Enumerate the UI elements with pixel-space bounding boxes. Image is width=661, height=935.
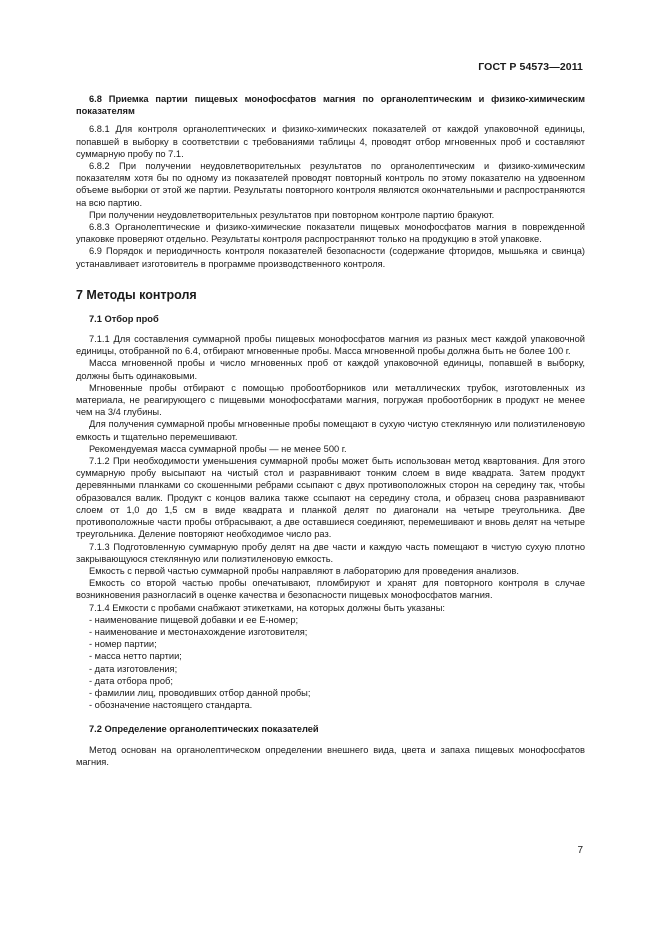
list-item: - номер партии; xyxy=(89,639,157,650)
list-item: - фамилии лиц, проводивших отбор данной пробы; xyxy=(89,687,311,698)
list-item: - наименование и местонахождение изготовителя; xyxy=(89,626,308,637)
section-7-1-heading: 7.1 Отбор проб xyxy=(89,313,159,324)
list-item: - дата изготовления; xyxy=(89,663,178,674)
paragraph-6-9: 6.9 Порядок и периодичность контроля показателей безопасности (содержание фторидов, мышьяка и свинца) устанавливает изготовитель в программе производственного контроля. xyxy=(76,246,585,269)
section-6-8-heading: 6.8 Приемка партии пищевых монофосфатов магния по органолептическим и физико-химическим показателям xyxy=(76,94,585,117)
paragraph-6-8-2: 6.8.2 При получении неудовлетворительных результатов по органолептическим и физико-химическим показателям хотя бы по одному из показателей проводят повторный контроль по этому показателю на удвоенном объеме выборки от этой же партии. Результаты повторного контроля являются окончательными и распространяются на всю партию. xyxy=(76,161,585,208)
paragraph-7-1-4: 7.1.4 Емкости с пробами снабжают этикетками, на которых должны быть указаны: xyxy=(89,602,445,613)
paragraph-6-8-1: 6.8.1 Для контроля органолептических и физико-химических показателей от каждой упаковочной единицы, попавшей в выборку в соответствии с требованиями таблицы 4, проводят отбор мгновенных проб и составляют суммарную пробу по 7.1. xyxy=(76,124,585,159)
list-item: - наименование пищевой добавки и ее Е-номер; xyxy=(89,614,299,625)
page-number: 7 xyxy=(577,845,583,856)
list-item: - масса нетто партии; xyxy=(89,651,182,662)
page-content xyxy=(76,93,585,768)
paragraph-7-1-3: 7.1.3 Подготовленную суммарную пробу делят на две части и каждую часть помещают в чистую сухую плотно закрывающуюся стеклянную или полиэтиленовую емкость. xyxy=(76,541,585,564)
paragraph-7-1-2: 7.1.2 При необходимости уменьшения суммарной пробы может быть использован метод квартования. Для этого суммарную пробу высыпают на чистый стол и разравнивают тонким слоем в виде квадрата. Затем продукт деревянными планками со скошенными ребрами ссыпают с двух противоположных сторон на середину так, чтобы образовался валик. Продукт с концов валика также ссыпают на середину стола, и образец снова разравнивают слоем от 1,0 до 1,5 см в виде квадрата и планкой делят по диагонали на четыре треугольника. Две противоположные части пробы отбрасывают, а две оставшиеся соединяют, перемешивают и вновь делят на четыре треугольника. Деление повторяют необходимое число раз. xyxy=(76,456,585,540)
paragraph-6-8-3: 6.8.3 Органолептические и физико-химические показатели пищевых монофосфатов магния в поврежденной упаковке проверяют отдельно. Результаты контроля распространяют только на продукцию в этой упаковке. xyxy=(76,222,585,245)
paragraph-7-1-1-mass: Масса мгновенной пробы и число мгновенных проб от каждой упаковочной единицы, попавшей в выборку, должны быть одинаковыми. xyxy=(76,358,585,381)
paragraph-7-1-1-sampling: Мгновенные пробы отбирают с помощью пробоотборников или металлических трубок, изготовленных из материала, не реагирующего с пищевыми монофосфатами магния, погружая пробоотборник в продукт не менее чем на 3/4 глубины. xyxy=(76,382,585,418)
paragraph-7-1-3-storage: Емкость со второй частью пробы опечатывают, пломбируют и хранят для повторного контроля в случае возникновения разногласий в оценке качества и безопасности пищевых монофосфатов магния. xyxy=(76,578,585,601)
standard-code: ГОСТ Р 54573—2011 xyxy=(478,61,583,73)
paragraph-7-2: Метод основан на органолептическом определении внешнего вида, цвета и запаха пищевых монофосфатов магния. xyxy=(76,744,585,767)
paragraph-7-1-1-combined: Для получения суммарной пробы мгновенные пробы помещают в сухую чистую стеклянную или полиэтиленовую емкость и тщательно перемешивают. xyxy=(76,419,585,442)
paragraph-7-1-1-recommended: Рекомендуемая масса суммарной пробы — не менее 500 г. xyxy=(89,443,347,454)
paragraph-7-1-3-lab: Емкость с первой частью суммарной пробы направляют в лабораторию для проведения анализов. xyxy=(89,565,519,576)
list-item: - обозначение настоящего стандарта. xyxy=(89,700,253,711)
section-7-heading: 7 Методы контроля xyxy=(76,287,197,302)
section-7-2-heading: 7.2 Определение органолептических показателей xyxy=(89,724,319,735)
label-requirements-list xyxy=(76,614,585,712)
list-item: - дата отбора проб; xyxy=(89,675,173,686)
paragraph-6-8-2-rejection: При получении неудовлетворительных результатов при повторном контроле партию бракуют. xyxy=(89,209,495,220)
paragraph-7-1-1: 7.1.1 Для составления суммарной пробы пищевых монофосфатов магния из разных мест каждой упаковочной единицы, отобранной по 6.4, отбирают мгновенные пробы. Масса мгновенной пробы должна быть не более 100 г. xyxy=(76,334,585,357)
